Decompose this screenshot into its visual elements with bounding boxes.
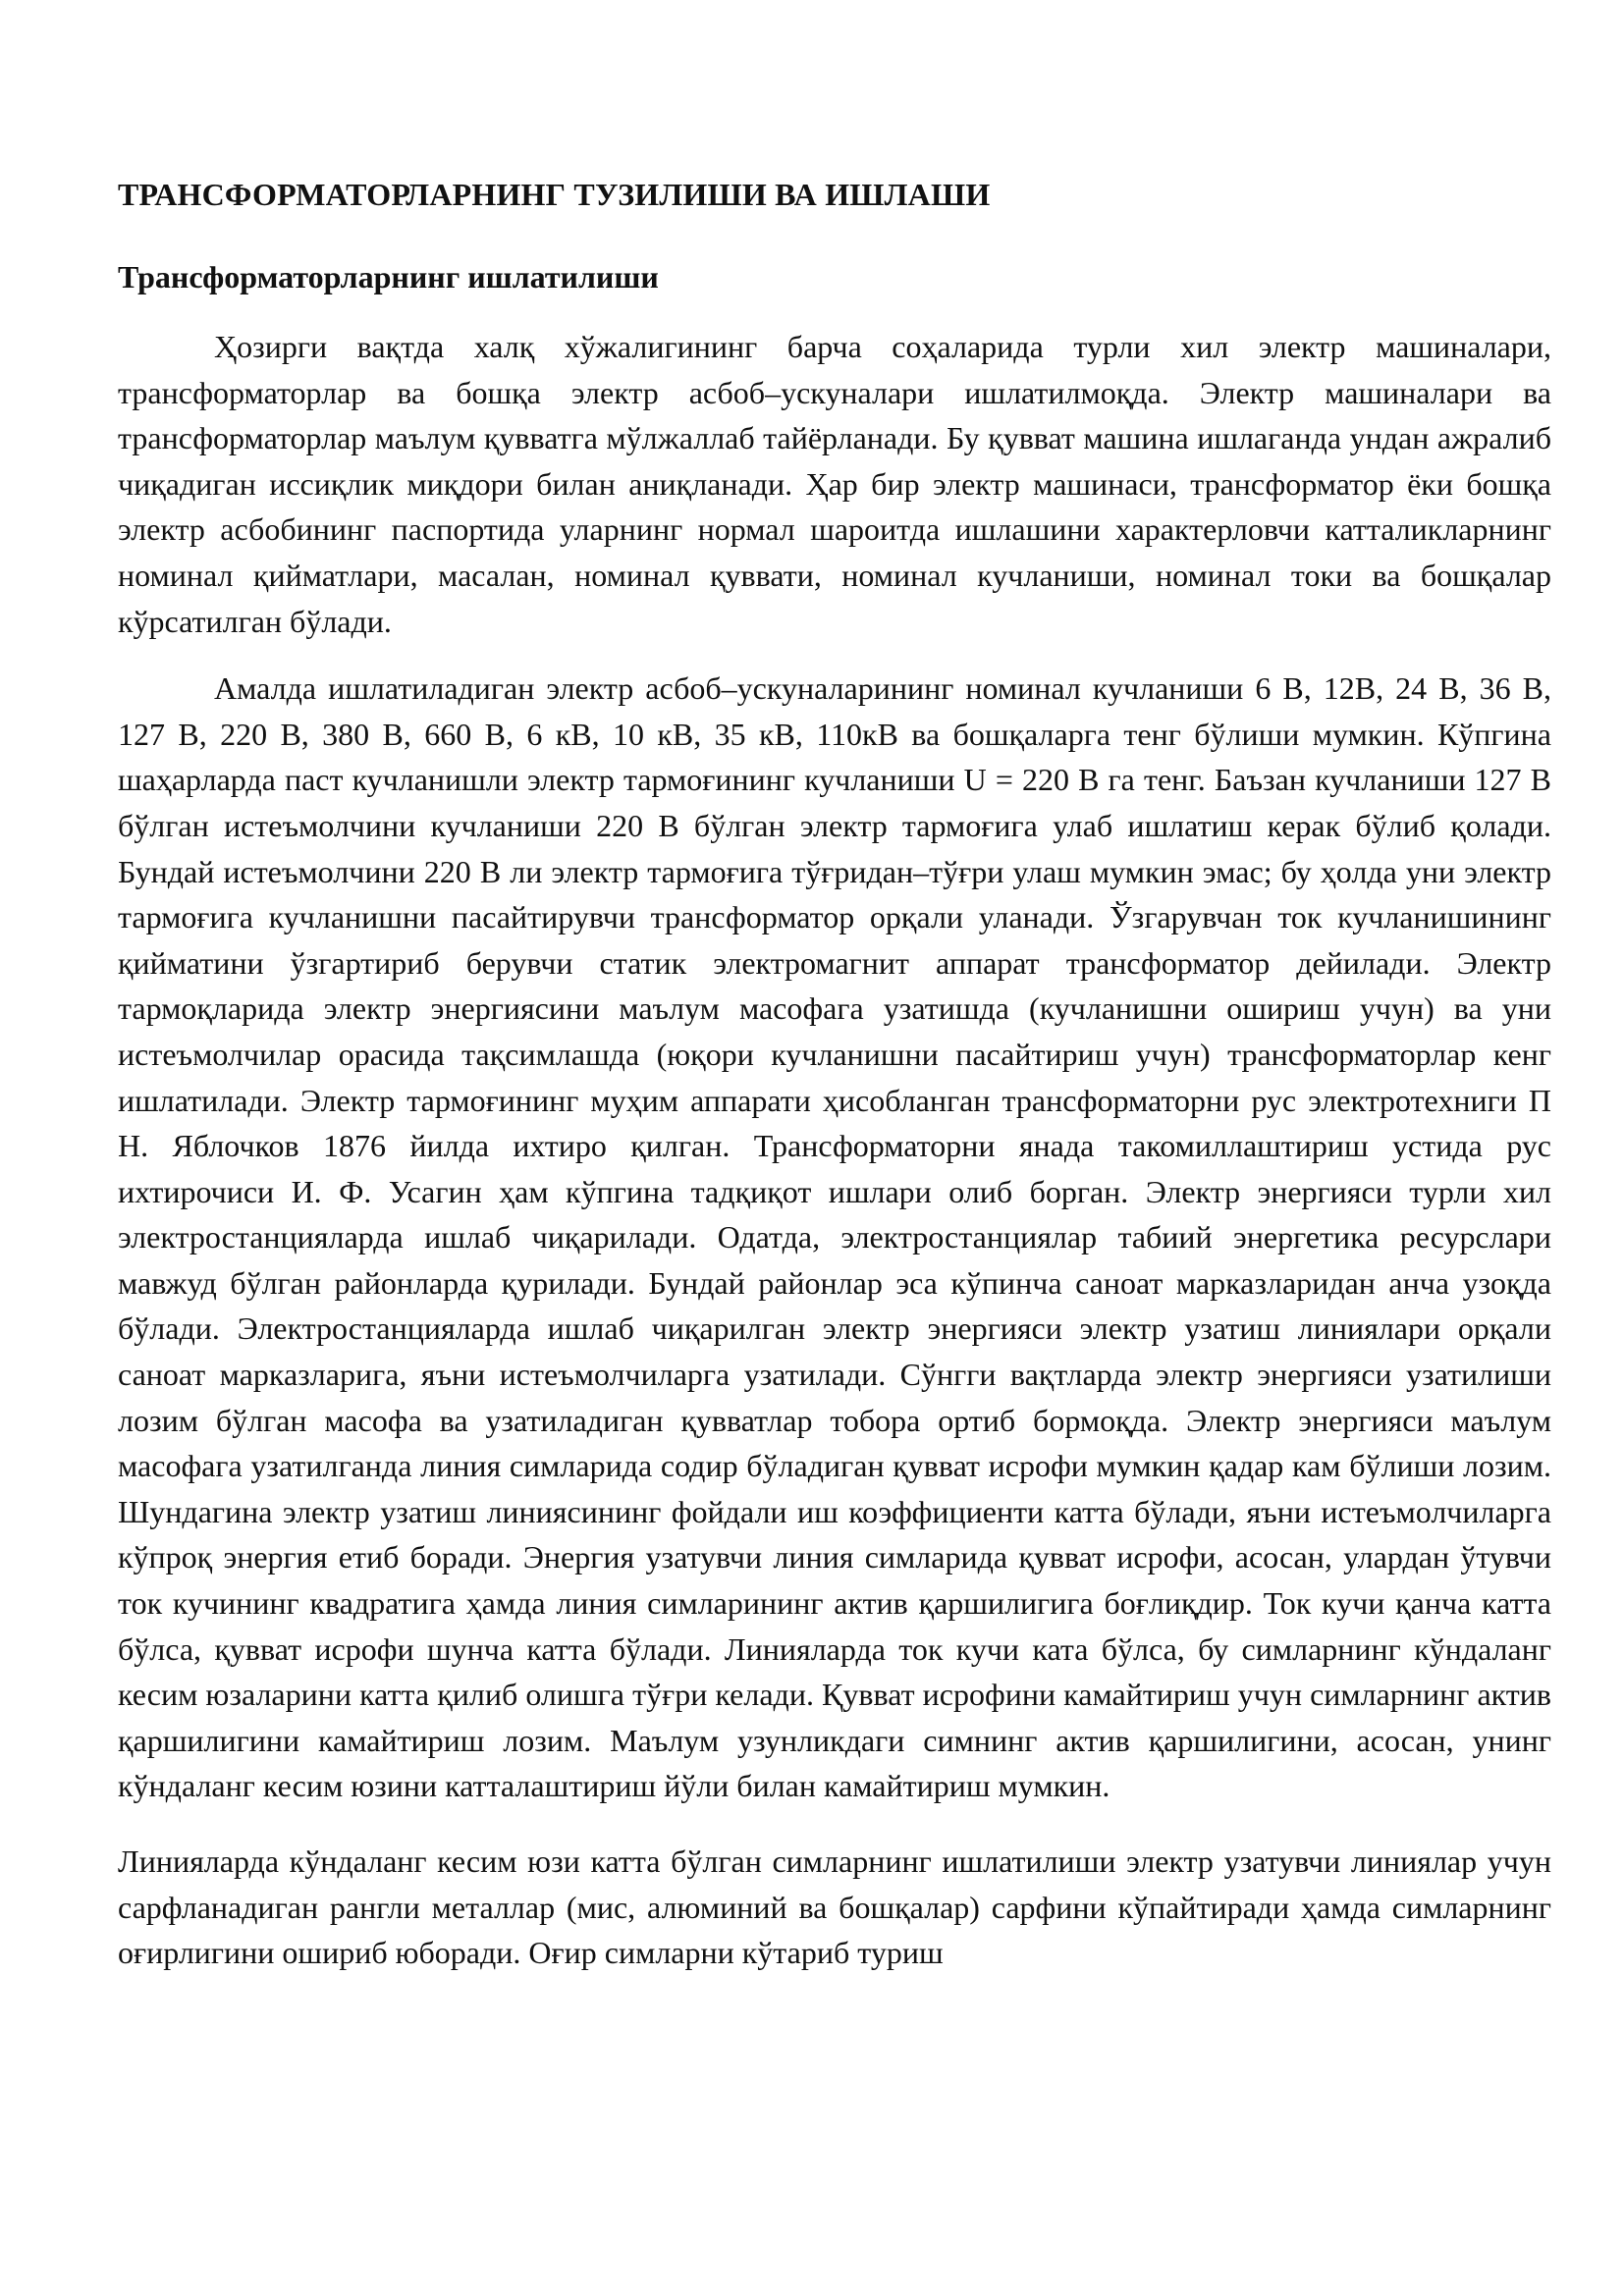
paragraph-1: Ҳозирги вақтда халқ хўжалигининг барча соҳаларида турли хил электр машиналари, трансформаторлар ва бошқа электр асбоб–ускуналари ишлатилмоқда. Электр машиналари ва трансформаторлар маълум қувватга мўлжаллаб тайёрланади. Бу қувват машина ишлаганда ундан ажралиб чиқадиган иссиқлик миқдори билан аниқланади. Ҳар бир электр машинаси, трансформатор ёки бошқа электр асбобининг паспортида уларнинг нормал шароитда ишлашини характерловчи катталикларнинг номинал қийматлари, масалан, номинал қуввати, номинал кучланиши, номинал токи ва бошқалар кўрсатилган бўлади. [118,329,1551,639]
document-page [118,175,1551,1998]
document-title: ТРАНСФОРМАТОРЛАРНИНГ ТУЗИЛИШИ ВА ИШЛАШИ [118,177,991,212]
section-subtitle: Трансформаторларнинг ишлатилиши [118,259,659,294]
paragraph-3: Линияларда кўндаланг кесим юзи катта бўлган симларнинг ишлатилиши электр узатувчи линиялар учун сарфланадиган рангли металлар (мис, алюминий ва бошқалар) сарфини кўпайтиради ҳамда симларнинг оғирлигини ошириб юборади. Оғир симларни кўтариб туриш [118,1843,1551,1971]
paragraph-2: Амалда ишлатиладиган электр асбоб–ускуналарининг номинал кучланиши 6 В, 12В, 24 В, 36 В, 127 В, 220 В, 380 В, 660 В, 6 кВ, 10 кВ, 35 кВ, 110кВ ва бошқаларга тенг бўлиши мумкин. Кўпгина шаҳарларда паст кучланишли электр тармоғининг кучланиши U = 220 В га тенг. Баъзан кучланиши 127 В бўлган истеъмолчини кучланиши 220 В бўлган электр тармоғига улаб ишлатиш керак бўлиб қолади. Бундай истеъмолчини 220 В ли электр тармоғига тўғридан–тўғри улаш мумкин эмас; бу ҳолда уни электр тармоғига кучланишни пасайтирувчи трансформатор орқали уланади. Ўзгарувчан ток кучланишининг қийматини ўзгартириб берувчи статик электромагнит аппарат трансформатор дейилади. Электр тармоқларида электр энергиясини маълум масофага узатишда (кучланишни ошириш учун) ва уни истеъмолчилар орасида тақсимлашда (юқори кучланишни пасайтириш учун) трансформаторлар кенг ишлатилади. Электр тармоғининг муҳим аппарати ҳисобланган трансформаторни рус электротехниги П Н. Яблочков 1876 йилда ихтиро қилган. Трансформаторни янада такомиллаштириш устида рус ихтирочиси И. Ф. Усагин ҳам кўпгина тадқиқот ишлари олиб борган. Электр энергияси турли хил электростанцияларда ишлаб чиқарилади. Одатда, электростанциялар табиий энергетика ресурслари мавжуд бўлган районларда қурилади. Бундай районлар эса кўпинча саноат марказларидан анча узоқда бўлади. Электростанцияларда ишлаб чиқарилган электр энергияси электр узатиш линиялари орқали саноат марказларига, яъни истеъмолчиларга узатилади. Сўнгги вақтларда электр энергияси узатилиши лозим бўлган масофа ва узатиладиган қувватлар тобора ортиб бормоқда. Электр энергияси маълум масофага узатилганда линия симларида содир бўладиган қувват исрофи мумкин қадар кам бўлиши лозим. Шундагина электр узатиш линиясининг фойдали иш коэффициенти катта бўлади, яъни истеъмолчиларга кўпроқ энергия етиб боради. Энергия узатувчи линия симларида қувват исрофи, асосан, улардан ўтувчи ток кучининг квадратига ҳамда линия симларининг актив қаршилигига боғлиқдир. Ток кучи қанча катта бўлса, қувват исрофи шунча катта бўлади. Линияларда ток кучи ката бўлса, бу симларнинг кўндаланг кесим юзаларини катта қилиб олишга тўғри келади. Қувват исрофини камайтириш учун симларнинг актив қаршилигини камайтириш лозим. Маълум узунликдаги симнинг актив қаршилигини, асосан, унинг кўндаланг кесим юзини катталаштириш йўли билан камайтириш мумкин. [118,670,1551,1804]
